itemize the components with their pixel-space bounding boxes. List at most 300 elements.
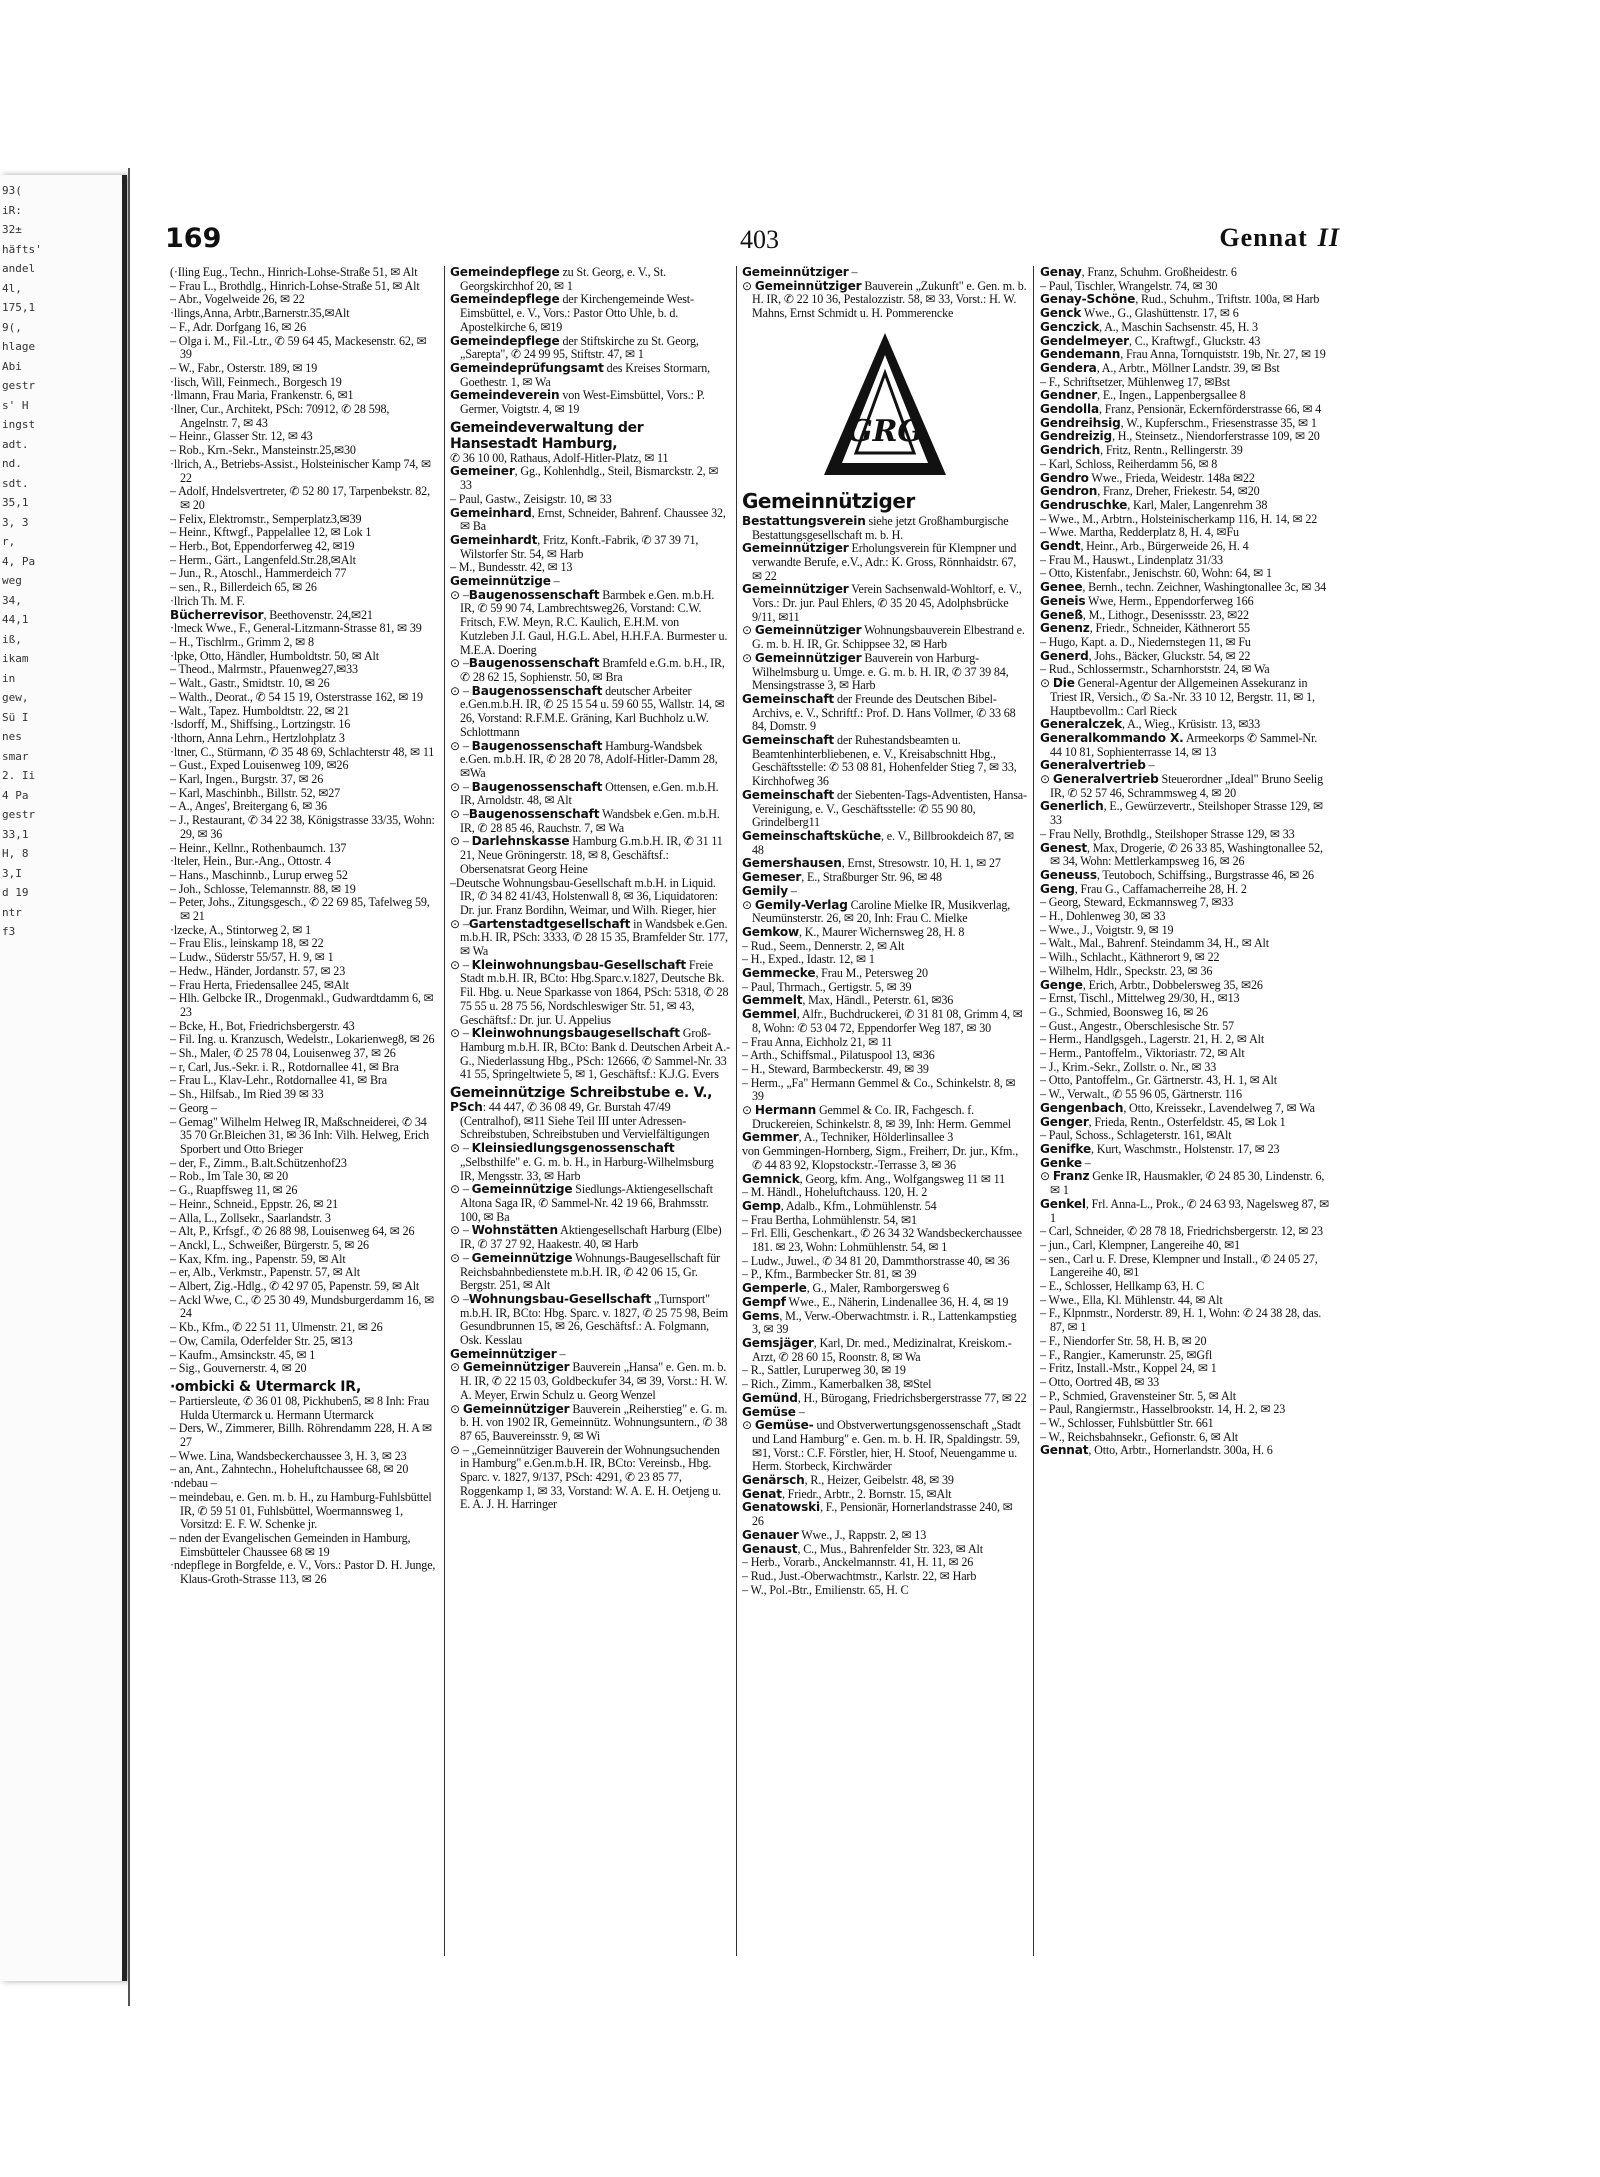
directory-entry: Genifke, Kurt, Waschmstr., Holstenstr. 17, ✉ 23 [1040,1142,1280,1156]
entry-name: Gemeinnütziger [754,650,862,665]
directory-entry: – R., Sattler, Luruperweg 30, ✉ 19 [742,1363,906,1378]
directory-entry: ⊙ – „Gemeinnütziger Bauverein der Wohnungsuchenden in Hamburg" e.Gen.m.b.H. IR, BCto: Vereinsb., Hbg. Sparc. v. 1827, 9/137, PSch: 4291, ✆ 23 85 77, Roggenkamp 1, ✉ 33, Vorstand: W. A. E. H. Oetjeng u. E. A. J. H. Harringer [450,1442,721,1512]
directory-entry: Generalkommando X. Armeekorps ✆ Sammel-Nr. 44 10 81, Sophienterrasse 14, ✉ 13 [1040,730,1318,759]
directory-entry: – W., Fabr., Osterstr. 189, ✉ 19 [170,360,318,375]
entry-name: Franz [1052,1169,1090,1184]
entry-name: Die [1052,676,1075,691]
entry-name: Gemsjäger [742,1336,814,1350]
directory-entry: – Wwe., J., Voigtstr. 9, ✉ 19 [1040,922,1174,937]
directory-entry: Generalczek, A., Wieg., Krüsistr. 13, ✉33 [1040,717,1260,732]
directory-entry: ⊙ Die General-Agentur der Allgemeinen Assekuranz in Triest IR, Versich., ✆ Sa.-Nr. 33 10 12, Bergstr. 11, ✉ 1, Hauptbevollm.: Carl Rieck [1040,676,1315,718]
directory-entry: – Herm., Pantoffelm., Viktoriastr. 72, ✉ Alt [1040,1046,1245,1061]
entry-name: Gemeindeverein [450,388,560,403]
directory-entry: – Carl, Schneider, ✆ 28 78 18, Friedrichsbergerstr. 12, ✉ 23 [1040,1224,1323,1239]
entry-name: Gemeinnütziger [462,1360,570,1375]
previous-page-text: ntr [2,905,22,919]
previous-page-text: Sü I [2,710,29,724]
directory-entry: – Arth., Schiffsmal., Pilatuspool 13, ✉36 [742,1048,935,1063]
entry-name: Gemüse- [754,1418,814,1433]
entry-name: Gemeinhardt [450,532,538,547]
entry-name: Genger [1040,1114,1089,1129]
directory-entry: – Joh., Schlosse, Telemannstr. 88, ✉ 19 [170,881,356,896]
directory-entry: – Sig., Gouvernerstr. 4, ✉ 20 [170,1361,307,1376]
directory-entry: ·lteler, Hein., Bur.-Ang., Ottostr. 4 [170,854,331,869]
entry-name: Bestattungsverein [742,513,866,528]
directory-entry: ·llrich, A., Betriebs-Assist., Holsteinischer Kamp 74, ✉ 22 [170,456,432,485]
entry-name: Geneuss [1040,867,1097,882]
entry-name: Gemeinhard [450,505,532,520]
directory-entry: – J., Krim.-Sekr., Zollstr. o. Nr., ✉ 33 [1040,1059,1217,1074]
directory-entry: Gemeinschaft der Siebenten-Tags-Adventisten, Hansa-Vereinigung, e. V., Geschäftsstelle: ✆ 55 90 80, Grindelberg11 [742,787,1027,830]
entry-name: Gemmel [742,1007,797,1022]
previous-page-text: 44,1 [2,613,29,626]
directory-entry: – Fil. Ing. u. Kranzusch, Wedelstr., Lokarienweg8, ✉ 26 [170,1032,435,1047]
running-head-section: II [1317,223,1340,252]
directory-entry: – Heinr., Kellnr., Rothenbaumch. 137 [170,840,347,855]
previous-page-text: hlage [2,340,36,353]
previous-page-text: 35,1 [2,496,29,509]
entry-name: Kleinwohnungsbaugesellschaft [471,1026,680,1041]
directory-entry: Gemeinnützige – [450,574,560,589]
directory-entry: Geng, Frau G., Caffamacherreihe 28, H. 2 [1040,881,1247,896]
entry-name: Genge [1040,977,1083,992]
previous-page-text: gestr [2,808,36,821]
entry-name: Gemmecke [742,966,816,981]
directory-entry: Gendreihsig, W., Kupferschm., Friesenstrasse 35, ✉ 1 [1040,415,1317,430]
directory-entry: Generd, Johs., Bäcker, Gluckstr. 54, ✉ 22 [1040,648,1251,663]
directory-entry: – r, Carl, Jus.-Sekr. i. R., Rotdornallee 41, ✉ Bra [170,1059,399,1074]
previous-page-text: häfts' [2,242,42,256]
directory-entry: Geneuss, Teutoboch, Schiffsing., Burgstrasse 46, ✉ 26 [1040,867,1314,882]
entry-name: Gemeser [742,870,802,885]
directory-entry: ·llner, Cur., Architekt, PSch: 70912, ✆ 28 598, Angelnstr. 7, ✉ 43 [170,402,390,430]
entry-name: Genczick [1040,319,1100,334]
directory-entry: – Sh., Maler, ✆ 25 78 04, Louisenweg 37, ✉ 26 [170,1046,396,1061]
directory-entry: ·lthorn, Anna Lehrn., Hertzlohplatz 3 [170,730,345,745]
directory-entry: – Otto, Pantoffelm., Gr. Gärtnerstr. 43, H. 1, ✉ Alt [1040,1073,1277,1088]
directory-entry: ⊙ –Gartenstadtgesellschaft in Wandsbek e.Gen. m.b.H. IR, PSch: 3333, ✆ 28 15 35, Bramfelder Str. 177, ✉ Wa [450,916,728,959]
entry-name: Kleinsiedlungsgenossenschaft [471,1141,675,1156]
directory-entry: Gennat, Otto, Arbtr., Hornerlandstr. 300a, H. 6 [1040,1443,1273,1458]
directory-entry: – Rud., Schlossermstr., Scharnhorststr. 24, ✉ Wa [1040,662,1270,677]
previous-page-text: 32± [2,223,22,236]
directory-entry: – an, Ant., Zahntechn., Hoheluftchaussee 68, ✉ 20 [170,1462,409,1477]
directory-entry: – Wilhelm, Hdlr., Speckstr. 23, ✉ 36 [1040,963,1213,978]
directory-entry: ⊙ –Baugenossenschaft Wandsbek e.Gen. m.b.H. IR, ✆ 28 85 46, Rauchstr. 7, ✉ Wa [450,807,720,835]
directory-entry: Gemmelt, Max, Händl., Peterstr. 61, ✉36 [742,993,954,1008]
directory-entry: ·lmeck Wwe., F., General-Litzmann-Strasse 81, ✉ 39 [170,621,422,636]
directory-entry: Gemeinschaft der Ruhestandsbeamten u. Beamtenhinterbliebenen, e. V., Kreisabschnitt Hbg., Geschäftsstelle: ✆ 53 08 81, Hohenfelder Stieg 7, ✉ 33, Kirchhofweg 36 [742,733,1017,789]
previous-page-text: 3,I [2,866,22,880]
directory-entry: Genärsch, R., Heizer, Geibelstr. 48, ✉ 39 [742,1473,954,1488]
entry-name: Genay-Schöne [1040,292,1136,307]
directory-entry: Genge, Erich, Arbtr., Dobbelersweg 35, ✉26 [1040,977,1263,992]
directory-entry: ⊙ Gemeinnütziger Wohnungsbauverein Elbestrand e. G. m. b. H. IR, Gr. Schippsee 32, ✉ Harb [742,623,1025,652]
directory-entry: – E., Schlosser, Hellkamp 63, H. C [1040,1279,1205,1294]
directory-entry: – W., Reichsbahnsekr., Gefionstr. 6, ✉ Alt [1040,1429,1238,1444]
entry-name: Genay [1040,266,1082,279]
entry-name: Baugenossenschaft [471,779,603,794]
directory-entry: ⊙ –Wohnungsbau-Gesellschaft „Turnsport" m.b.H. IR, BCto: Hbg. Sparc. v. 1827, ✆ 25 75 98, Beim Gesundbrunnen 15, ✉ 26, Geschäftsf.: A. Folgmann, Osk. Kesslau [450,1291,728,1348]
directory-entry: – Paul, Rangiermstr., Hasselbrookstr. 14, H. 2, ✉ 23 [1040,1402,1286,1417]
column-4 [1040,266,1330,1966]
directory-entry: – Anckl, L., Schweißer, Bürgerstr. 5, ✉ 26 [170,1237,369,1252]
directory-entry: Gendera, A., Arbtr., Möllner Landstr. 39, ✉ Bst [1040,360,1280,375]
directory-entry: Genat, Friedr., Arbtr., 2. Bornstr. 15, ✉Alt [742,1486,952,1501]
directory-entry: – G., Schmied, Boonsweg 16, ✉ 26 [1040,1004,1208,1019]
directory-entry: – Kaufm., Amsinckstr. 45, ✉ 1 [170,1347,316,1362]
previous-page-text: smar [2,749,29,763]
previous-page-text: H, 8 [2,847,29,860]
entry-name: Geneis [1040,593,1086,608]
entry-name: Gemperle [742,1281,807,1296]
entry-name: Darlehnskasse [471,834,570,849]
directory-entry: Gemmecke, Frau M., Petersweg 20 [742,966,928,981]
directory-entry: ·ndebau – [170,1476,217,1491]
directory-entry: Gemmel, Alfr., Buchdruckerei, ✆ 31 81 08, Grimm 4, ✉ 8, Wohn: ✆ 53 04 72, Eppendorfer Weg 187, ✉ 30 [742,1007,1023,1035]
directory-entry: Gemmer, A., Techniker, Hölderlinsallee 3 [742,1130,954,1145]
directory-entry: ⊙ Gemeinnütziger Bauverein von Harburg-Wilhelmsburg u. Umge. e. G. m. b. H. IR, ✆ 37 39 84, Mensingstrasse 3, ✉ Harb [742,650,1009,693]
directory-entry: Gempf Wwe., E., Näherin, Lindenallee 36, H. 4, ✉ 19 [742,1294,1009,1309]
directory-entry: – er, Alb., Verkmstr., Papenstr. 57, ✉ Alt [170,1265,360,1280]
entry-name: Gemünd [742,1390,798,1405]
directory-entry: – Paul, Tischler, Wrangelstr. 74, ✉ 30 [1040,278,1218,293]
directory-entry: – H., Steward, Barmbeckerstr. 49, ✉ 39 [742,1061,929,1076]
page-header [165,223,1340,263]
entry-name: Baugenossenschaft [468,807,600,822]
column-rule [444,266,445,1956]
previous-page-text: Abi [2,359,22,373]
directory-entry: – Georg – [170,1100,217,1115]
directory-entry: Gemeindepflege der Kirchengemeinde West-Eimsbüttel, e. V., Vors.: Pastor Otto Uhle, b. d. Apostelkirche 6, ✉19 [450,292,694,334]
entry-name: Generalczek [1040,717,1123,732]
directory-entry: – Paul, Thrmach., Gertigstr. 5, ✉ 39 [742,979,912,994]
previous-page-text: 93( [2,184,22,197]
previous-page-text: 4 Pa [2,788,29,802]
entry-name: Gartenstadtgesellschaft [468,916,631,931]
column-rule [736,266,737,1956]
directory-entry: –Deutsche Wohnungsbau-Gesellschaft m.b.H. in Liquid. IR, ✆ 34 82 41/43, Holstenwall 8, ✉ 36, Liquidatoren: Dr. jur. Franz Bordihn, Weimar, und Wilh. Rieger, hier [450,875,718,917]
directory-entry: Genaust, C., Mus., Bahrenfelder Str. 323, ✉ Alt [742,1541,983,1556]
directory-entry: – Wwe., M., Arbtrn., Holsteinischerkamp 116, H. 14, ✉ 22 [1040,511,1318,526]
entry-name: Gemeindeprüfungsamt [450,360,604,375]
directory-entry: – Rob., Krn.-Sekr., Mansteinstr.25,✉30 [170,443,356,458]
directory-entry: Generlich, E., Gewürzevertr., Steilshoper Strasse 129, ✉ 33 [1040,799,1324,828]
entry-name: Gendruschke [1040,497,1128,512]
directory-entry: – F., Klpnmstr., Norderstr. 89, H. 1, Wohn: ✆ 24 38 28, das. 87, ✉ 1 [1040,1306,1322,1335]
directory-entry: ⊙ – Kleinwohnungsbaugesellschaft Groß-Hamburg m.b.H. IR, BCto: Bank d. Deutschen Arbeit A.-G., Niederlassung Hbg., PSch: 12666, ✆ Sammel-Nr. 33 41 55, Springeltwiete 5, ✉ 1, Geschäftsf.: K.J.G. Evers [450,1026,730,1082]
directory-entry: ⊙ Gemily-Verlag Caroline Mielke IR, Musikverlag, Neumünsterstr. 26, ✉ 20, Inh: Frau C. Mielke [742,897,1011,926]
directory-entry: ⊙ – Kleinsiedlungsgenossenschaft „Selbsthilfe" e. G. m. b. H., in Harburg-Wilhelmsburg IR, Mengsstr. 33, ✉ Harb [450,1141,714,1183]
entry-name: Gendron [1040,484,1098,499]
directory-entry: ⊙ – Baugenossenschaft Hamburg-Wandsbek e.Gen. m.b.H. IR, ✆ 28 20 78, Adolf-Hitler-Damm 28, ✉Wa [450,738,718,780]
entry-name: Gengenbach [1040,1100,1124,1115]
logo-lettering: GRG [846,413,923,449]
directory-entry: – Ackl Wwe, C., ✆ 25 30 49, Mundsburgerdamm 16, ✉ 24 [170,1292,435,1321]
directory-entry: Gemeinnütziger Erholungsverein für Klempner und verwandte Berufe, e.V., Adr.: K. Gross, Rönnhaidstr. 67, ✉ 22 [742,541,1017,583]
running-head [1219,223,1340,253]
directory-entry: ·lisch, Will, Feinmech., Borgesch 19 [170,374,342,389]
directory-entry: ·lpke, Otto, Händler, Humboldtstr. 50, ✉ Alt [170,648,379,663]
entry-name: Baugenossenschaft [471,738,603,753]
previous-page-text: in [2,671,16,685]
directory-entry: – Jun., R., Atoschl., Hammerdeich 77 [170,566,347,581]
entry-name: Gemeinnütziger [754,278,862,293]
directory-page [128,168,1350,2006]
directory-entry: – F., Rangier., Kamerunstr. 25, ✉Gfl [1040,1347,1213,1362]
entry-name: Wohnungsbau-Gesellschaft [468,1291,652,1306]
directory-entry: Gemnick, Georg, kfm. Ang., Wolfgangsweg 11 ✉ 11 [742,1171,1006,1186]
grg-logo [820,329,950,479]
previous-page-text: iß, [2,632,22,646]
page-number-secondary: 403 [740,225,779,254]
directory-entry: ·lzecke, A., Stintorweg 2, ✉ 1 [170,922,311,937]
directory-entry: Gemeinhard, Ernst, Schneider, Bahrenf. Chaussee 32, ✉ Ba [450,505,726,534]
directory-entry: Gemüse – [742,1404,805,1419]
previous-page-text: 175,1 [2,301,36,314]
directory-entry: – Rich., Zimm., Kamerbalken 38, ✉Stel [742,1377,932,1392]
previous-page-text: 34, [2,593,22,607]
directory-entry: – Partiersleute, ✆ 36 01 08, Pickhuben5, ✉ 8 Inh: Frau Hulda Utermarck u. Hermann Utermarck [170,1393,430,1422]
directory-entry: – M., Bundesstr. 42, ✉ 13 [450,560,573,575]
directory-entry: Genest, Max, Drogerie, ✆ 26 33 85, Washingtonallee 52, ✉ 34, Wohn: Mettlerkampsweg 16, ✉ 26 [1040,840,1323,869]
directory-entry: – Sh., Hilfsab., Im Ried 39 ✉ 33 [170,1087,324,1102]
entry-name: Gendemann [1040,347,1121,362]
entry-name: Genkel [1040,1196,1086,1211]
directory-entry: – meindebau, e. Gen. m. b. H., zu Hamburg-Fuhlsbüttel IR, ✆ 59 51 01, Fuhlsbüttel, Woermannsweg 1, Vorsitzd: E. F. W. Schenke jr. [170,1489,432,1532]
directory-entry: ⊙ –Baugenossenschaft Bramfeld e.G.m. b.H., IR, ✆ 28 62 15, Sophienstr. 50, ✉ Bra [450,656,725,684]
directory-entry: Genkel, Frl. Anna-L., Prok., ✆ 24 63 93, Nagelsweg 87, ✉ 1 [1040,1196,1330,1225]
entry-name: Gendt [1040,539,1081,554]
directory-entry: – P., Schmied, Gravensteiner Str. 5, ✉ Alt [1040,1388,1236,1403]
previous-page-text: ikam [2,652,29,665]
directory-entry: – Olga i. M., Fil.-Ltr., ✆ 59 64 45, Mackesenstr. 62, ✉ 39 [170,333,427,362]
directory-entry: – Hans., Maschinnb., Lurup erweg 52 [170,867,348,882]
directory-entry: Gemeinnütziger – [742,266,858,279]
directory-entry: Gems, M., Verw.-Oberwachtmstr. i. R., Lattenkampstieg 3, ✉ 39 [742,1308,1017,1337]
directory-entry: Gemp, Adalb., Kfm., Lohmühlenstr. 54 [742,1198,937,1213]
directory-entry: – Hlh. Gelbcke IR., Drogenmakl., Gudwardtdamm 6, ✉ 23 [170,991,434,1019]
entry-name: Geng [1040,881,1075,896]
previous-page-text: weg [2,574,22,587]
directory-entry: ·llings,Anna, Arbtr.,Barnerstr.35,✉Alt [170,306,350,321]
directory-entry: – Gemag" Wilhelm Helweg IR, Maßschneiderei, ✆ 34 35 70 Gr.Bleichen 31, ✉ 36 Inh: Vilh. Helweg, Erich Sporbert und Otto Brieger [170,1114,430,1156]
directory-entry: – Gust., Exped Louisenweg 109, ✉26 [170,758,349,773]
entry-name: Genee [1040,580,1083,595]
directory-entry: – Herm., Handlgsgeh., Lagerstr. 21, H. 2, ✉ Alt [1040,1032,1265,1047]
directory-entry: ⊙ Gemüse- und Obstverwertungsgenossenschaft „Stadt und Land Hamburg" e. Gen. m. b. H. IR, Spaldingstr. 59, ✉1, Vorst.: C.F. Förstler, hier, H. Stoof, Neuengamme u. Herm. Storbeck, Kirchwärder [742,1418,1021,1474]
previous-page-text: r, [2,535,16,548]
directory-entry: – Frau L., Klav-Lehr., Rotdornallee 41, ✉ Bra [170,1073,387,1088]
directory-entry: – Kax, Kfm. ing., Papenstr. 59, ✉ Alt [170,1251,346,1266]
directory-entry: – Rud., Seem., Dennerstr. 2, ✉ Alt [742,938,905,953]
entry-name: Gendrich [1040,443,1101,458]
directory-entry: Gemperle, G., Maler, Ramborgersweg 6 [742,1281,949,1296]
directory-entry: – W., Pol.-Btr., Emilienstr. 65, H. C [742,1582,909,1597]
section-heading: Gemeinnütziger [742,488,915,513]
directory-entry: – Heinr., Glasser Str. 12, ✉ 43 [170,429,313,444]
directory-entry: – F., Niendorfer Str. 58, H. B, ✉ 20 [1040,1333,1207,1348]
previous-page-text: nd. [2,457,22,470]
directory-entry: – Paul, Schoss., Schlageterstr. 161, ✉Alt [1040,1128,1232,1143]
entry-heading: ·ombicki & Utermarck IR, [170,1378,361,1395]
directory-entry: Bücherrevisor, Beethovenstr. 24,✉21 [170,607,373,622]
entry-name: Genenz [1040,621,1090,636]
directory-entry: Gemkow, K., Maurer Wichernsweg 28, H. 8 [742,924,965,939]
directory-entry: ⊙ – Kleinwohnungsbau-Gesellschaft Freie Stadt m.b.H. IR, BCto: Hbg.Sparc.v.1827, Deutsche Bk. Fil. Hbg. u. Neue Sparkasse von 1864, PSch: 5318, ✆ 28 75 55 u. 28 75 56, Nordschleswiger Str. 51, ✉ 43, Geschäftsf.: Dr. jur. U. Appelius [450,957,729,1027]
entry-name: Gennat [1040,1443,1089,1458]
directory-entry: – Frau Bertha, Lohmühlenstr. 54, ✉1 [742,1212,917,1227]
directory-entry: Gemeinnütziger – [450,1346,566,1361]
previous-page-edge [0,175,127,1981]
directory-entry: Gemeindepflege zu St. Georg, e. V., St. Georgskirchhof 20, ✉ 1 [450,266,667,293]
directory-entry: ·lsdorff, M., Shiffsing., Lortzingstr. 16 [170,717,351,732]
directory-entry: – Walt., Mal., Bahrenf. Steindamm 34, H., ✉ Alt [1040,936,1269,951]
entry-name: Gemeinschaft [742,691,835,706]
directory-entry: – Georg, Steward, Eckmannsweg 7, ✉33 [1040,895,1234,910]
directory-entry: – Ludw., Juwel., ✆ 34 81 20, Dammthorstrasse 40, ✉ 36 [742,1253,1010,1268]
entry-name: Genck [1040,306,1082,321]
directory-entry: – H., Exped., Idastr. 12, ✉ 1 [742,952,875,967]
directory-entry: Genczick, A., Maschin Sachsenstr. 45, H. 3 [1040,319,1258,334]
entry-name: Generalkommando X. [1040,730,1184,745]
column-3 [742,266,1027,1966]
directory-entry: Gemsjäger, Karl, Dr. med., Medizinalrat, Kreiskom.-Arzt, ✆ 28 60 15, Roonstr. 8, ✉ Wa [742,1336,1012,1364]
directory-entry: Genay, Franz, Schuhm. Großheidestr. 6 [1040,266,1237,279]
directory-entry: – Felix, Elektromstr., Semperplatz3,✉39 [170,511,362,526]
directory-entry: Genck Wwe., G., Glashüttenstr. 17, ✉ 6 [1040,306,1239,321]
directory-entry: – Kb., Kfm., ✆ 22 51 11, Ulmenstr. 21, ✉ 26 [170,1320,383,1335]
entry-name: Gemeindepflege [450,333,560,348]
directory-entry: – jun., Carl, Klempner, Langereihe 40, ✉1 [1040,1237,1240,1252]
directory-entry: ·llmann, Frau Maria, Frankenstr. 6, ✉1 [170,388,354,403]
entry-name: Geneß [1040,607,1083,622]
previous-page-text: iR: [2,203,22,217]
directory-entry: – sen., Carl u. F. Drese, Klempner und Install., ✆ 24 05 27, Langereihe 40, ✉1 [1040,1251,1318,1280]
entry-name: Genat [742,1486,782,1501]
directory-entry: Bestattungsverein siehe jetzt Großhamburgische Bestattungsgesellschaft m. b. H. [742,513,1009,542]
directory-entry: PSch: 44 447, ✆ 36 08 49, Gr. Burstah 47/49 (Centralhof), ✉11 Siehe Teil III unter Adressen-Schreibstuben, Schreibstuben und Vervielfältigungen [450,1100,710,1142]
directory-entry: – Abr., Vogelweide 26, ✉ 22 [170,292,305,307]
directory-entry: – H., Dohlenweg 30, ✉ 33 [1040,909,1166,924]
directory-entry: ⊙ Hermann Gemmel & Co. IR, Fachgesch. f. Druckereien, Schinkelstr. 8, ✉ 39, Inh: Herm. Gemmel [742,1103,1011,1131]
directory-entry: – Rud., Just.-Oberwachtmstr., Karlstr. 22, ✉ Harb [742,1568,977,1583]
directory-entry: Geneß, M., Lithogr., Desenissstr. 23, ✉22 [1040,607,1249,622]
directory-entry: ⊙ – Gemeinnützige Wohnungs-Baugesellschaft für Reichsbahnbedienstete m.b.H. IR, ✆ 42 06 15, Gr. Bergstr. 251, ✉ Alt [450,1250,721,1293]
directory-entry: ⊙ Gemeinnütziger Bauverein „Hansa" e. Gen. m. b. H. IR, ✆ 22 15 03, Goldbeckufer 34, ✉ 39, Vorst.: H. W. A. Meyer, Erwin Schulz u. Georg Wenzel [450,1360,728,1402]
directory-entry: Gendemann, Frau Anna, Tornquiststr. 19b, Nr. 27, ✉ 19 [1040,347,1326,362]
directory-entry: – Wilh., Schlacht., Käthnerort 9, ✉ 22 [1040,950,1220,965]
directory-entry: – Hedw., Händer, Jordanstr. 57, ✉ 23 [170,963,346,978]
directory-entry: – Walt., Gastr., Smidtstr. 10, ✉ 26 [170,676,330,691]
entry-name: Gemeinnütziger [742,582,849,597]
directory-entry: – Frau M., Hauswt., Lindenplatz 31/33 [1040,552,1223,567]
entry-name: Genest [1040,840,1088,855]
directory-entry: Gemeinnütziger Verein Sachsenwald-Wohltorf, e. V., Vors.: Dr. jur. Paul Ehlers, ✆ 35 20 45, Adolphsbrücke 9/11, ✉11 [742,582,1022,624]
directory-entry: Gendolla, Franz, Pensionär, Eckernförderstrasse 66, ✉ 4 [1040,402,1322,417]
directory-entry: ⊙ Gemeinnütziger Bauverein „Zukunft" e. Gen. m. b. H. IR, ✆ 22 10 36, Pestalozzistr. 58, ✉ 33, Vorst.: H. W. Mahns, Ernst Schmidt u. H. Pommerencke [742,278,1027,321]
directory-entry: ·ndepflege in Borgfelde, e. V., Vors.: Pastor D. H. Junge, Klaus-Groth-Strasse 113, ✉ 26 [170,1558,436,1587]
directory-entry: Gemershausen, Ernst, Stresowstr. 10, H. 1, ✉ 27 [742,856,1001,871]
previous-page-text: d 19 [2,886,29,899]
directory-entry: – Paul, Gastw., Zeisigstr. 10, ✉ 33 [450,491,612,506]
directory-entry: – Frau Nelly, Brothdlg., Steilshoper Strasse 129, ✉ 33 [1040,826,1295,841]
directory-entry: Genatowski, F., Pensionär, Hornerlandstrasse 240, ✉ 26 [742,1500,1013,1529]
directory-entry: – Ow, Camila, Oderfelder Str. 25, ✉13 [170,1333,353,1348]
entry-name: Genatowski [742,1500,821,1515]
entry-name: Gemüse [742,1404,796,1419]
column-1 [170,266,438,1966]
directory-entry: – F., Schriftsetzer, Mühlenweg 17, ✉Bst [1040,374,1230,389]
entry-name: Generlich [1040,799,1104,814]
previous-page-text: 9(, [2,320,22,334]
column-rule [1033,266,1034,1956]
directory-entry: ⊙ – Darlehnskasse Hamburg G.m.b.H. IR, ✆ 31 11 21, Neue Gröningerstr. 18, ✉ 8, Geschäftsf.: Obersenatsrat Georg Heine [450,834,723,876]
previous-page-text: ingst [2,418,36,431]
entry-name: Baugenossenschaft [471,683,603,698]
directory-entry: – Adolf, Hndelsvertreter, ✆ 52 80 17, Tarpenbekstr. 82, ✉ 20 [170,484,430,512]
directory-entry: (·Iling Eug., Techn., Hinrich-Lohse-Straße 51, ✉ Alt [170,266,418,279]
entry-name: Genifke [1040,1142,1092,1156]
entry-name: Gemeinnütziger [754,623,862,638]
directory-entry: Gendron, Franz, Dreher, Friekestr. 54, ✉20 [1040,484,1260,499]
column-2 [450,266,730,1966]
directory-entry: – der, F., Zimm., B.alt.Schützenhof23 [170,1155,347,1170]
directory-entry: Gengenbach, Otto, Kreissekr., Lavendelweg 7, ✉ Wa [1040,1100,1315,1115]
directory-entry: Gendner, E., Ingen., Lappenbergsallee 8 [1040,388,1246,403]
directory-entry: – Fritz, Install.-Mstr., Koppel 24, ✉ 1 [1040,1361,1217,1376]
directory-entry: – G., Ruapffsweg 11, ✉ 26 [170,1183,298,1198]
directory-entry: – Alt, P., Krfsgf., ✆ 26 88 98, Louisenweg 64, ✉ 26 [170,1224,415,1239]
directory-entry: Gemeinhardt, Fritz, Konft.-Fabrik, ✆ 37 39 71, Wilstorfer Str. 54, ✉ Harb [450,532,699,561]
directory-entry: von Gemmingen-Hornberg, Sigm., Freiherr, Dr. jur., Kfm., ✆ 44 83 92, Klopstockstr.-Terrasse 3, ✉ 36 [742,1144,1019,1172]
directory-entry: – Otto, Kistenfabr., Jenischstr. 60, Wohn: 64, ✉ 1 [1040,566,1272,581]
directory-entry: – Gust., Angestr., Oberschlesische Str. 57 [1040,1018,1234,1033]
directory-entry: Genger, Frieda, Rentn., Osterfeldstr. 45, ✉ Lok 1 [1040,1114,1286,1129]
directory-entry: Gendelmeyer, C., Kraftwgf., Gluckstr. 43 [1040,333,1261,348]
directory-entry: Gemeinschaftsküche, e. V., Billbrookdeich 87, ✉ 48 [742,828,1015,857]
directory-entry: Gemeiner, Gg., Kohlenhdlg., Steil, Bismarckstr. 2, ✉ 33 [450,464,719,493]
directory-entry: Generalvertrieb – [1040,758,1155,773]
previous-page-text: adt. [2,437,29,451]
directory-entry: – H., Tischlrm., Grimm 2, ✉ 8 [170,634,314,649]
entry-name: Hermann [754,1103,817,1118]
directory-entry: ·ltner, C., Stürmann, ✆ 35 48 69, Schlachterstr 48, ✉ 11 [170,744,435,759]
directory-entry: Gendro Wwe., Frieda, Weidestr. 148a ✉22 [1040,470,1255,485]
entry-name: Gemeinnütziger [742,541,849,556]
directory-entry: – Frau Herta, Friedensallee 245, ✉Alt [170,977,349,992]
previous-page-text: f3 [2,925,16,938]
previous-page-text: nes [2,730,22,743]
entry-name: Genaust [742,1541,798,1556]
previous-page-text: 33,1 [2,827,29,841]
directory-entry: – Ludw., Süderstr 55/57, H. 9, ✉ 1 [170,950,334,965]
directory-entry: – nden der Evangelischen Gemeinden in Hamburg, Eimsbütteler Chaussee 68 ✉ 19 [170,1530,411,1559]
directory-entry: – Otto, Oortred 4B, ✉ 33 [1040,1374,1160,1389]
directory-entry: – Hugo, Kapt. a. D., Niedernstegen 11, ✉ Fu [1040,634,1251,649]
entry-heading: Gemeindeverwaltung der Hansestadt Hamburg, [450,419,644,452]
entry-name: Gemeindepflege [450,266,560,279]
entry-name: Gemeinnütziger [742,266,849,279]
previous-page-text: 3, 3 [2,515,29,529]
entry-name: Generalvertrieb [1040,758,1146,773]
entry-heading: Gemeinnützige Schreibstube e. V., [450,1085,713,1102]
directory-entry: – Rob., Im Tale 30, ✉ 20 [170,1169,288,1184]
entry-name: Gemily [742,883,789,898]
previous-page-text: s' H [2,398,29,412]
previous-page-text: sdt. [2,476,29,490]
directory-entry: – Frl. Elli, Geschenkart., ✆ 26 34 32 Wandsbeckerchaussee 181. ✉ 23, Wohn: Lohmühlenstr. 54, ✉ 1 [742,1226,1022,1255]
